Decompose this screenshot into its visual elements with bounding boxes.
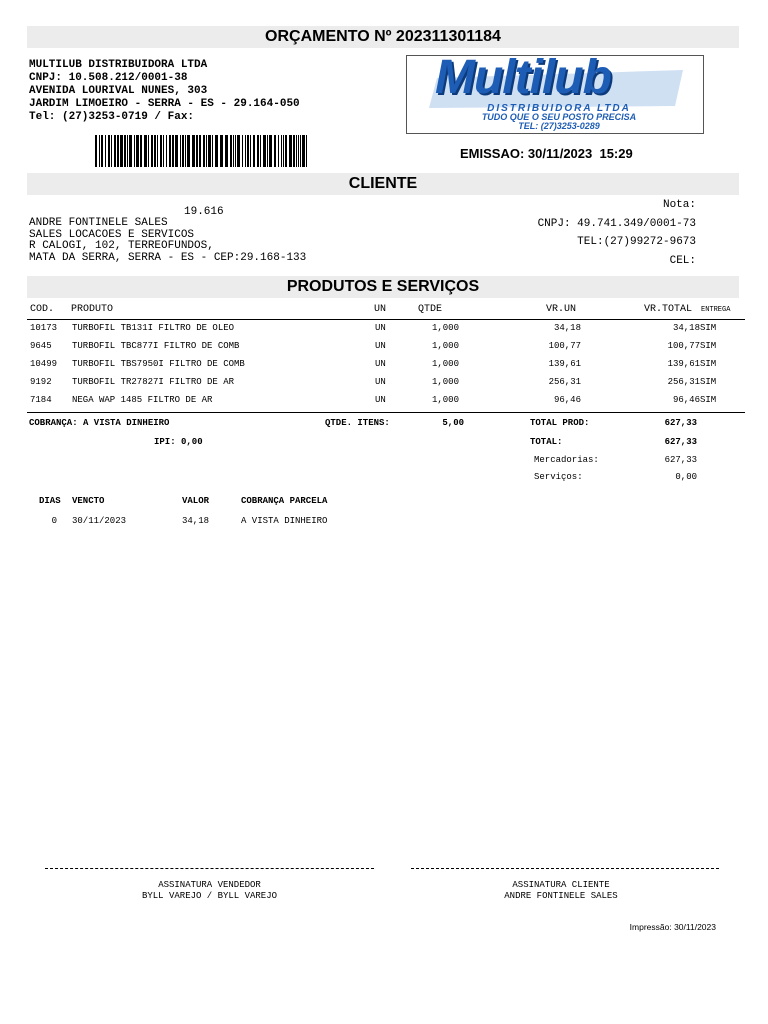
barcode-bar — [206, 135, 207, 167]
cell-entrega: SIM — [700, 359, 717, 369]
vendor-signature — [45, 880, 374, 902]
client-nota: Nota: — [662, 199, 696, 211]
qtde-itens-value: 5,00 — [442, 418, 464, 428]
barcode-bar — [160, 135, 162, 167]
cell-produto: TURBOFIL TR27827I FILTRO DE AR — [72, 377, 235, 387]
total-label: TOTAL: — [530, 437, 563, 447]
client-signature-name: ANDRE FONTINELE SALES — [504, 891, 618, 901]
mercadorias-value: 627,33 — [664, 455, 697, 465]
company-city: JARDIM LIMOEIRO - SERRA - ES - 29.164-050 — [29, 98, 300, 110]
barcode-bar — [99, 135, 100, 167]
cell-vr-total: 139,61 — [667, 359, 700, 369]
barcode-bar — [127, 135, 128, 167]
barcode-bar — [154, 135, 156, 167]
barcode-bar — [298, 135, 299, 167]
barcode-bar — [187, 135, 190, 167]
barcode-bar — [124, 135, 126, 167]
col-vr-un: VR.UN — [546, 304, 577, 315]
barcode-bar — [136, 135, 139, 167]
mercadorias-label: Mercadorias: — [534, 455, 599, 465]
client-signature — [411, 880, 711, 902]
barcode-bar — [263, 135, 266, 167]
barcode-bar — [172, 135, 174, 167]
barcode-bar — [215, 135, 218, 167]
col-qtde: QTDE — [418, 304, 443, 315]
col-cod: COD. — [30, 304, 55, 315]
barcode-bar — [233, 135, 234, 167]
installment-header-cobranca: COBRANÇA PARCELA — [241, 496, 328, 506]
cell-qtde: 1,000 — [431, 359, 459, 369]
barcode-bar — [225, 135, 228, 167]
vendor-signature-line — [45, 868, 374, 869]
barcode-bar — [182, 135, 184, 167]
cell-un: UN — [375, 377, 386, 387]
cell-produto: TURBOFIL TB131I FILTRO DE OLEO — [72, 323, 235, 333]
cell-un: UN — [375, 323, 386, 333]
total-prod-label: TOTAL PROD: — [530, 418, 590, 428]
servicos-value: 0,00 — [675, 472, 697, 482]
client-code: 19.616 — [184, 206, 224, 218]
client-section-bar — [27, 173, 739, 195]
barcode-bar — [278, 135, 279, 167]
col-produto: PRODUTO — [71, 304, 114, 315]
table-row — [0, 323, 768, 341]
cell-qtde: 1,000 — [431, 323, 459, 333]
qtde-itens-label: QTDE. ITENS: — [325, 418, 390, 428]
installment-cobranca: A VISTA DINHEIRO — [241, 516, 328, 526]
cell-vr-un: 139,61 — [548, 359, 581, 369]
cell-vr-un: 96,46 — [553, 395, 581, 405]
barcode-bar — [281, 135, 282, 167]
barcode-bar — [235, 135, 236, 167]
cell-vr-un: 256,31 — [548, 377, 581, 387]
cell-entrega: SIM — [700, 323, 717, 333]
barcode-bar — [120, 135, 123, 167]
barcode-bar — [169, 135, 171, 167]
cell-cod: 9645 — [30, 341, 52, 351]
emission-date: EMISSAO: 30/11/2023 15:29 — [460, 146, 633, 161]
company-phone: Tel: (27)3253-0719 / Fax: — [29, 111, 195, 123]
col-un: UN — [374, 304, 387, 315]
barcode-bar — [245, 135, 246, 167]
barcode-bar — [163, 135, 164, 167]
company-address: AVENIDA LOURIVAL NUNES, 303 — [29, 85, 208, 97]
cell-un: UN — [375, 359, 386, 369]
logo-tel: TEL: (27)3253-0289 — [518, 121, 600, 131]
barcode-bar — [114, 135, 116, 167]
table-row — [0, 377, 768, 395]
table-row — [0, 359, 768, 377]
cell-entrega: SIM — [700, 341, 717, 351]
barcode-bar — [134, 135, 135, 167]
barcode-bar — [253, 135, 255, 167]
cell-vr-total: 34,18 — [672, 323, 700, 333]
barcode-bar — [269, 135, 272, 167]
col-entrega: ENTREGA — [701, 306, 731, 314]
products-section-title: PRODUTOS E SERVIÇOS — [286, 278, 480, 295]
client-cnpj: CNPJ: 49.741.349/0001-73 — [537, 217, 696, 230]
barcode-bar — [212, 135, 213, 167]
title-bar — [27, 26, 739, 48]
barcode-bar — [101, 135, 103, 167]
barcode-bar — [267, 135, 268, 167]
barcode — [95, 135, 309, 167]
print-date: Impressão: 30/11/2023 — [629, 922, 716, 932]
cell-vr-un: 100,77 — [548, 341, 581, 351]
barcode-bar — [108, 135, 110, 167]
vendor-signature-label: ASSINATURA VENDEDOR — [158, 880, 261, 890]
barcode-bar — [140, 135, 142, 167]
installment-header-vencto: VENCTO — [72, 496, 105, 506]
barcode-bar — [199, 135, 201, 167]
client-contact — [538, 196, 696, 270]
client-company: SALES LOCACOES E SERVICOS — [29, 228, 195, 241]
cell-entrega: SIM — [700, 377, 717, 387]
ipi: IPI: 0,00 — [154, 437, 203, 447]
barcode-bar — [293, 135, 295, 167]
barcode-bar — [283, 135, 284, 167]
barcode-bar — [111, 135, 112, 167]
cell-produto: TURBOFIL TBC877I FILTRO DE COMB — [72, 341, 240, 351]
client-signature-label: ASSINATURA CLIENTE — [512, 880, 610, 890]
cell-cod: 10499 — [30, 359, 58, 369]
client-tel: TEL:(27)99272-9673 — [577, 236, 696, 248]
barcode-bar — [285, 135, 287, 167]
barcode-bar — [144, 135, 147, 167]
barcode-bar — [242, 135, 243, 167]
installment-header-dias: DIAS — [39, 496, 61, 506]
barcode-bar — [192, 135, 195, 167]
total-value: 627,33 — [664, 437, 697, 447]
barcode-bar — [129, 135, 132, 167]
cobranca: COBRANÇA: A VISTA DINHEIRO — [29, 418, 170, 428]
cell-qtde: 1,000 — [431, 377, 459, 387]
installment-vencto: 30/11/2023 — [72, 516, 127, 526]
barcode-bar — [151, 135, 153, 167]
cell-un: UN — [375, 341, 386, 351]
cell-cod: 9192 — [30, 377, 52, 387]
installment-header-valor: VALOR — [182, 496, 210, 506]
client-city: MATA DA SERRA, SERRA - ES - CEP:29.168-133 — [29, 251, 307, 264]
cell-vr-total: 100,77 — [667, 341, 700, 351]
client-signature-line — [411, 868, 719, 869]
barcode-bar — [148, 135, 149, 167]
cell-vr-un: 34,18 — [553, 323, 581, 333]
barcode-bar — [274, 135, 276, 167]
cell-produto: NEGA WAP 1485 FILTRO DE AR — [72, 395, 213, 405]
barcode-bar — [196, 135, 198, 167]
barcode-bar — [117, 135, 119, 167]
servicos-label: Serviços: — [534, 472, 583, 482]
page-title: ORÇAMENTO Nº 202311301184 — [265, 28, 501, 45]
cell-vr-total: 256,31 — [667, 377, 700, 387]
logo-sub: DISTRIBUIDORA LTDA — [487, 103, 631, 114]
table-row — [0, 341, 768, 359]
barcode-bar — [260, 135, 261, 167]
barcode-bar — [203, 135, 205, 167]
barcode-bar — [257, 135, 259, 167]
client-section-title: CLIENTE — [348, 175, 418, 192]
table-bottom-divider — [27, 412, 745, 413]
barcode-bar — [185, 135, 186, 167]
company-name: MULTILUB DISTRIBUIDORA LTDA — [29, 59, 208, 71]
cell-vr-total: 96,46 — [672, 395, 700, 405]
products-section-bar — [27, 276, 739, 298]
barcode-bar — [208, 135, 211, 167]
client-info — [29, 218, 306, 264]
cell-entrega: SIM — [700, 395, 717, 405]
col-vr-total: VR.TOTAL — [644, 304, 693, 315]
cell-cod: 7184 — [30, 395, 52, 405]
installment-dias: 0 — [51, 516, 57, 526]
barcode-bar — [237, 135, 240, 167]
barcode-bar — [95, 135, 97, 167]
installment-valor: 34,18 — [182, 516, 210, 526]
barcode-bar — [302, 135, 305, 167]
barcode-bar — [289, 135, 292, 167]
barcode-bar — [175, 135, 178, 167]
cell-cod: 10173 — [30, 323, 58, 333]
table-row — [0, 395, 768, 413]
client-name: ANDRE FONTINELE SALES — [29, 217, 168, 229]
barcode-bar — [250, 135, 251, 167]
logo — [406, 55, 704, 134]
logo-brand: Multilub — [435, 55, 611, 104]
barcode-bar — [166, 135, 167, 167]
barcode-bar — [230, 135, 232, 167]
company-info — [29, 59, 300, 124]
barcode-bar — [296, 135, 297, 167]
client-address: R CALOGI, 102, TERREOFUNDOS, — [29, 240, 214, 252]
barcode-bar — [220, 135, 223, 167]
cell-produto: TURBOFIL TBS7950I FILTRO DE COMB — [72, 359, 245, 369]
barcode-bar — [105, 135, 106, 167]
logo-slogan: TUDO QUE O SEU POSTO PRECISA — [481, 112, 637, 122]
barcode-bar — [157, 135, 158, 167]
barcode-bar — [180, 135, 181, 167]
barcode-bar — [247, 135, 249, 167]
header-divider — [27, 319, 745, 320]
barcode-bar — [300, 135, 301, 167]
barcode-bar — [306, 135, 307, 167]
cell-qtde: 1,000 — [431, 395, 459, 405]
cell-qtde: 1,000 — [431, 341, 459, 351]
total-prod-value: 627,33 — [664, 418, 697, 428]
client-cel: CEL: — [669, 254, 696, 267]
company-cnpj: CNPJ: 10.508.212/0001-38 — [29, 72, 188, 84]
vendor-signature-name: BYLL VAREJO / BYLL VAREJO — [141, 891, 278, 901]
cell-un: UN — [375, 395, 386, 405]
